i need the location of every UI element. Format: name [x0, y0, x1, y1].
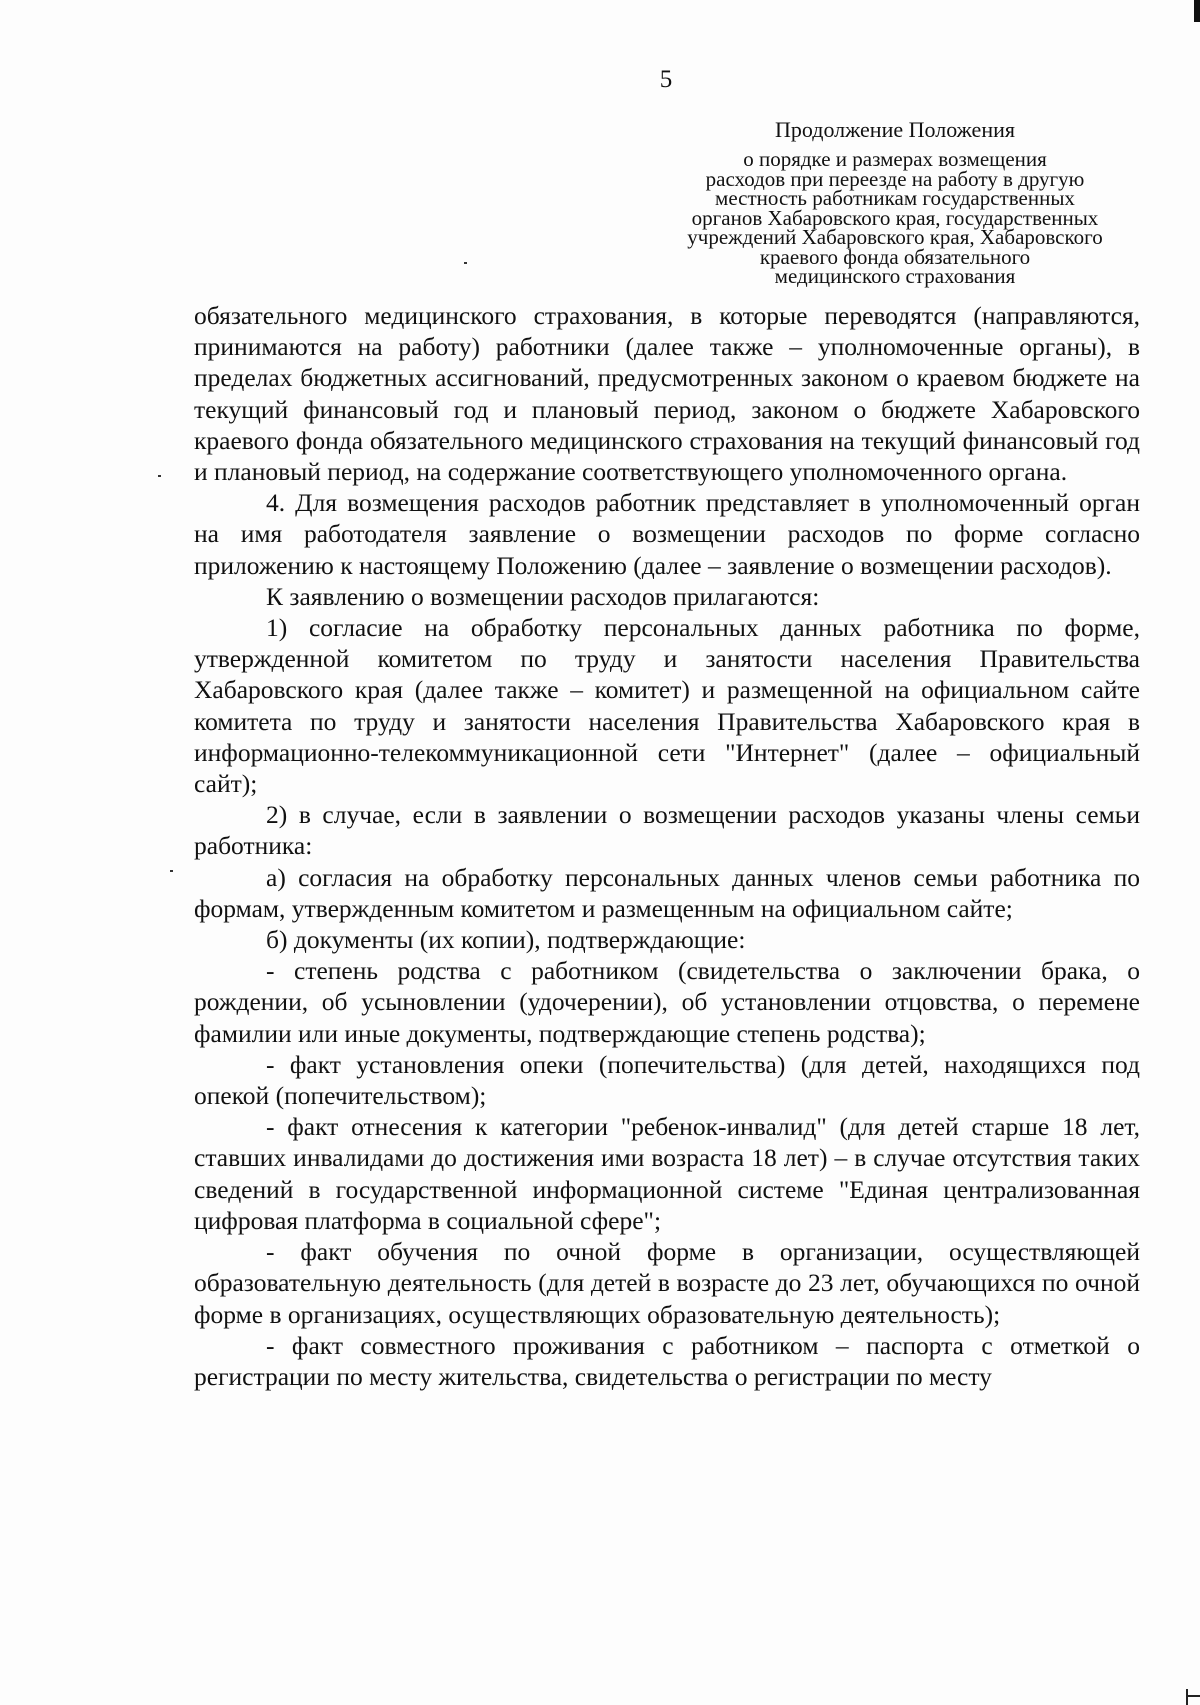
paragraph: а) согласия на обработку персональных данных членов семьи работника по формам, утвержденным комитетом и размещенным на официальном сайте;: [194, 862, 1140, 923]
paragraph: 2) в случае, если в заявлении о возмещении расходов указаны члены семьи работника:: [194, 800, 1140, 861]
document-body: [194, 300, 1140, 1392]
scan-speck: [170, 870, 173, 872]
scan-corner-mark: [1186, 1695, 1200, 1697]
header-line: местность работникам государственных: [715, 186, 1075, 210]
scan-edge-mark: [1194, 0, 1200, 22]
paragraph: - степень родства с работником (свидетельства о заключении брака, о рождении, об усыновлении (удочерении), об установлении отцовства, о перемене фамилии или иные документы, подтверждающие степень родства);: [194, 956, 1140, 1048]
paragraph: 4. Для возмещения расходов работник представляет в уполномоченный орган на имя работодателя заявление о возмещении расходов по форме согласно приложению к настоящему Положению (далее – заявление о возмещении расходов).: [194, 488, 1140, 580]
scan-speck: [158, 475, 161, 477]
scan-speck: [464, 262, 467, 264]
paragraph: - факт отнесения к категории "ребенок-инвалид" (для детей старше 18 лет, ставших инвалидами до достижения ими возраста 18 лет) – в случае отсутствия таких сведений в государственной информационной системе "Единая централизованная цифровая платформа в социальной сфере";: [194, 1112, 1140, 1235]
paragraph: - факт обучения по очной форме в организации, осуществляющей образовательную деятельность (для детей в возрасте до 23 лет, обучающихся по очной форме в организациях, осуществляющих образовательную деятельность);: [194, 1237, 1140, 1329]
header-line: органов Хабаровского края, государственных: [691, 205, 1099, 230]
header-line: расходов при переезде на работу в другую: [705, 166, 1085, 191]
header-line: о порядке и размерах возмещения: [743, 147, 1047, 171]
paragraph: б) документы (их копии), подтверждающие:: [266, 925, 746, 955]
document-header: [640, 118, 1150, 287]
header-line: медицинского страхования: [774, 264, 1016, 288]
paragraph: 1) согласие на обработку персональных данных работника по форме, утвержденной комитетом по труду и занятости населения Правительства Хабаровского края (далее также – комитет) и размещенной на официальном сайте комитета по труду и занятости населения Правительства Хабаровского края в информационно-телекоммуникационной сети "Интернет" (далее – официальный сайт);: [194, 613, 1140, 799]
header-title: Продолжение Положения: [775, 117, 1015, 142]
paragraph: - факт установления опеки (попечительства) (для детей, находящихся под опекой (попечительством);: [194, 1049, 1140, 1111]
paragraph: - факт совместного проживания с работником – паспорта с отметкой о регистрации по месту жительства, свидетельства о регистрации по месту: [194, 1330, 1140, 1391]
header-line: учреждений Хабаровского края, Хабаровского: [687, 225, 1103, 249]
header-line: краевого фонда обязательного: [759, 244, 1031, 269]
paragraph: К заявлению о возмещении расходов прилагаются:: [266, 581, 820, 611]
scan-corner-mark-vertical: [1186, 1689, 1188, 1705]
paragraph: обязательного медицинского страхования, в которые переводятся (направляются, принимаются на работу) работники (далее также – уполномоченные органы), в пределах бюджетных ассигнований, предусмотренных законом о краевом бюджете на текущий финансовый год и плановый период, законом о бюджете Хабаровского краевого фонда обязательного медицинского страхования на текущий финансовый год и плановый период, на содержание соответствующего уполномоченного органа.: [194, 301, 1140, 487]
page-number: 5: [659, 66, 673, 93]
